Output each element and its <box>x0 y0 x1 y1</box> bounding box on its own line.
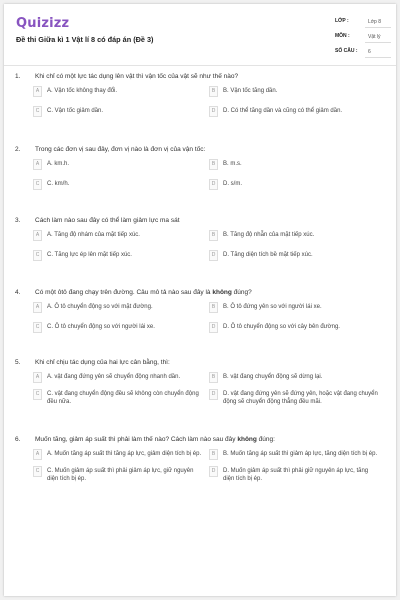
question-number: 5. <box>15 359 21 366</box>
question-number: 2. <box>15 146 21 153</box>
question-1 <box>15 70 385 143</box>
question-number: 1. <box>15 73 21 80</box>
option-c[interactable] <box>33 250 205 261</box>
question-2 <box>15 143 385 214</box>
question-6 <box>15 433 385 513</box>
option-b[interactable] <box>209 86 381 97</box>
option-letter: D <box>209 179 218 190</box>
worksheet-meta <box>335 15 391 60</box>
option-d[interactable] <box>209 106 381 117</box>
option-letter: C <box>33 250 42 261</box>
meta-label: SỐ CÂU : <box>335 48 358 54</box>
option-letter: A <box>33 86 42 97</box>
option-text: B. Muốn tăng áp suất thì giảm áp lực, tăng diện tích bị ép. <box>223 451 378 457</box>
option-letter: A <box>33 372 42 383</box>
option-text: D. Tăng diện tích bề mặt tiếp xúc. <box>223 252 313 258</box>
option-c[interactable] <box>33 389 205 407</box>
option-text: C. Muốn giảm áp suất thì phải giảm áp lực, giữ nguyên diện tích bị ép. <box>47 468 194 483</box>
option-b[interactable] <box>209 159 381 170</box>
option-text: A. Muốn tăng áp suất thì tăng áp lực, giảm diện tích bị ép. <box>47 451 202 457</box>
quizizz-logo[interactable]: Quizizz <box>16 16 70 31</box>
option-c[interactable] <box>33 179 205 190</box>
option-text: C. km/h. <box>47 181 70 187</box>
option-text: B. m.s. <box>223 161 242 167</box>
option-d[interactable] <box>209 322 381 333</box>
option-letter: B <box>209 159 218 170</box>
option-b[interactable] <box>209 230 381 241</box>
option-letter: B <box>209 86 218 97</box>
question-list <box>4 70 396 513</box>
option-letter: B <box>209 449 218 460</box>
meta-subject <box>335 30 391 45</box>
option-letter: D <box>209 466 218 477</box>
question-3 <box>15 214 385 286</box>
option-letter: A <box>33 449 42 460</box>
option-letter: C <box>33 106 42 117</box>
option-letter: B <box>209 302 218 313</box>
option-letter: D <box>209 106 218 117</box>
meta-class <box>335 15 391 30</box>
option-a[interactable] <box>33 159 205 170</box>
option-c[interactable] <box>33 466 205 484</box>
worksheet-page <box>4 4 396 596</box>
option-letter: C <box>33 389 42 400</box>
option-text: B. Ô tô đứng yên so với người lái xe. <box>223 304 322 310</box>
question-text: Cách làm nào sau đây có thể làm giảm lực ma sát <box>35 217 180 224</box>
option-text: D. Muốn giảm áp suất thì phải giữ nguyên áp lực, tăng diện tích bị ép. <box>223 468 369 483</box>
question-text: Khi chỉ chịu tác dụng của hai lực cân bằng, thì: <box>35 359 170 366</box>
option-text: B. Vận tốc tăng dần. <box>223 88 278 94</box>
option-text: A. km.h. <box>47 161 70 167</box>
option-b[interactable] <box>209 302 381 313</box>
option-letter: A <box>33 302 42 313</box>
option-text: C. Vận tốc giảm dần. <box>47 108 104 114</box>
option-text: D. Ô tô chuyển động so với cây bên đường. <box>223 324 340 330</box>
option-text: A. Tăng độ nhám của mặt tiếp xúc. <box>47 232 140 238</box>
option-text: D. s/m. <box>223 181 242 187</box>
meta-label: MÔN : <box>335 33 350 39</box>
question-text: Khi chỉ có một lực tác dụng lên vật thì vận tốc của vật sẽ như thế nào? <box>35 73 239 80</box>
option-letter: D <box>209 389 218 400</box>
meta-value: Vật lý <box>365 31 391 43</box>
question-number: 4. <box>15 289 21 296</box>
option-a[interactable] <box>33 449 205 460</box>
option-text: B. vật đang chuyển động sẽ dừng lại. <box>223 374 323 380</box>
option-letter: C <box>33 179 42 190</box>
option-letter: C <box>33 322 42 333</box>
option-letter: A <box>33 230 42 241</box>
option-letter: B <box>209 230 218 241</box>
question-text: Có một ôtô đang chạy trên đường. Câu mô tả nào sau đây là không đúng? <box>35 289 252 296</box>
meta-question-count <box>335 45 391 60</box>
option-a[interactable] <box>33 86 205 97</box>
option-b[interactable] <box>209 449 381 460</box>
option-d[interactable] <box>209 389 381 407</box>
question-number: 3. <box>15 217 21 224</box>
option-text: C. Tăng lực ép lên mặt tiếp xúc. <box>47 252 132 258</box>
option-text: B. Tăng độ nhẵn của mặt tiếp xúc. <box>223 232 315 238</box>
option-text: A. vật đang đứng yên sẽ chuyển động nhanh dần. <box>47 374 181 380</box>
option-text: C. Ô tô chuyển động so với người lái xe. <box>47 324 155 330</box>
option-d[interactable] <box>209 466 381 484</box>
question-text: Muốn tăng, giảm áp suất thì phải làm thế nào? Cách làm nào sau đây không đúng: <box>35 436 275 443</box>
emphasis-not: không <box>237 436 257 443</box>
meta-label: LỚP : <box>335 18 349 24</box>
option-text: C. vật đang chuyển động đều sẽ không còn chuyển động đều nữa. <box>47 391 199 406</box>
option-d[interactable] <box>209 250 381 261</box>
option-text: A. Ô tô chuyển động so với mặt đường. <box>47 304 153 310</box>
emphasis-not: không <box>212 289 232 296</box>
option-c[interactable] <box>33 106 205 117</box>
option-c[interactable] <box>33 322 205 333</box>
question-text: Trong các đơn vị sau đây, đơn vị nào là đơn vị của vận tốc: <box>35 146 206 153</box>
question-4 <box>15 286 385 356</box>
option-a[interactable] <box>33 230 205 241</box>
question-number: 6. <box>15 436 21 443</box>
meta-value: Lớp 8 <box>365 16 391 28</box>
option-a[interactable] <box>33 302 205 313</box>
worksheet-title: Đề thi Giữa kì 1 Vật lí 8 có đáp án (Đề 3) <box>16 35 154 44</box>
option-text: A. Vận tốc không thay đổi. <box>47 88 118 94</box>
question-5 <box>15 356 385 433</box>
option-text: D. Có thể tăng dần và cũng có thể giảm dần. <box>223 108 343 114</box>
meta-value: 6 <box>365 46 391 58</box>
option-letter: A <box>33 159 42 170</box>
option-d[interactable] <box>209 179 381 190</box>
worksheet-header <box>4 4 396 66</box>
option-letter: C <box>33 466 42 477</box>
option-letter: D <box>209 322 218 333</box>
option-b[interactable] <box>209 372 381 383</box>
option-letter: B <box>209 372 218 383</box>
option-text: D. vật đang đứng yên sẽ đứng yên, hoặc vật đang chuyển động sẽ chuyển động thẳng đều mãi. <box>223 391 378 406</box>
option-letter: D <box>209 250 218 261</box>
option-a[interactable] <box>33 372 205 383</box>
